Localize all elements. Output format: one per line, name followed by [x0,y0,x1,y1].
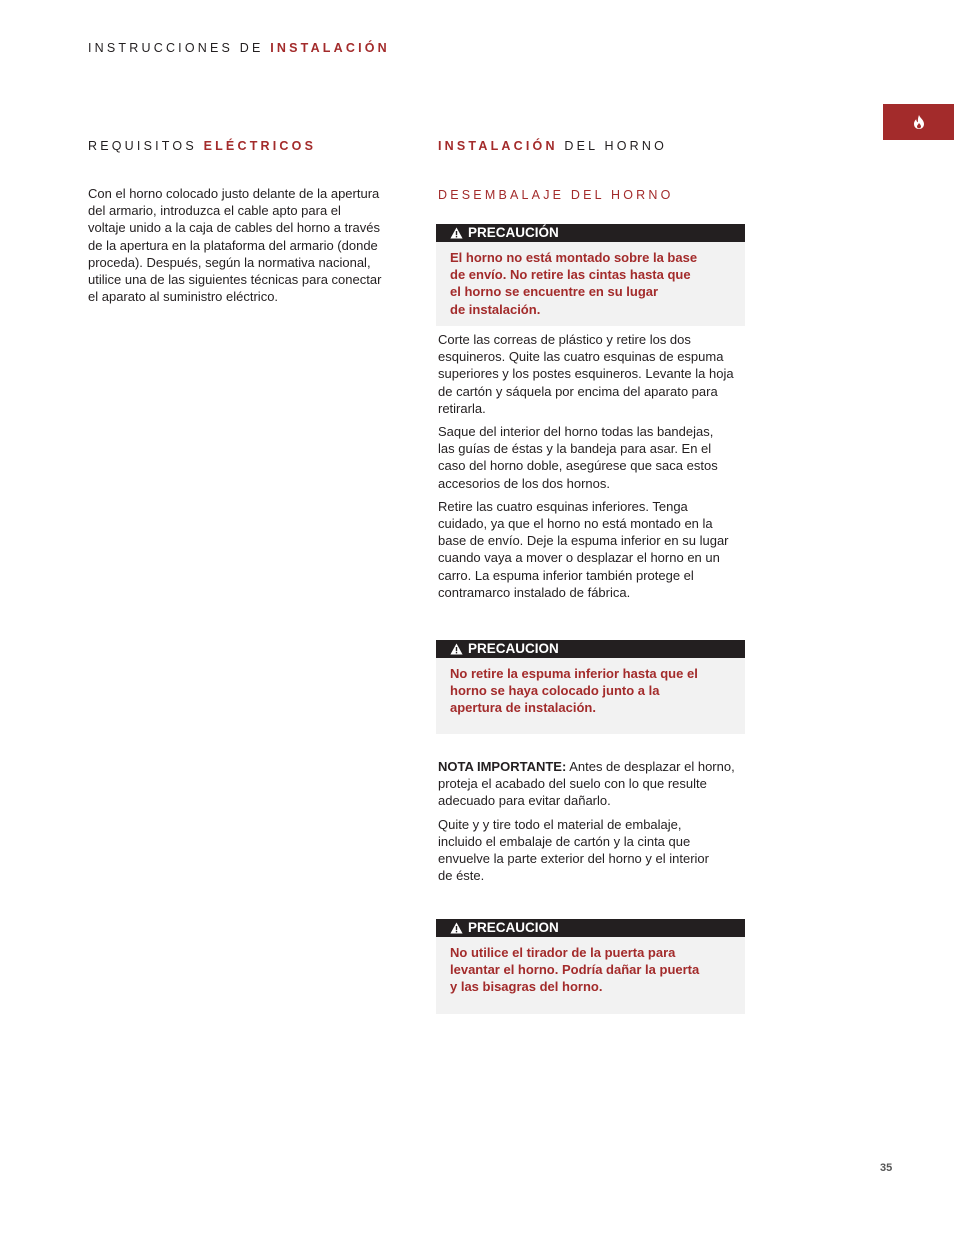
caution-line: y las bisagras del horno. [450,979,603,995]
caution-box-1 [436,224,745,326]
text-line: incluido el embalaje de cartón y la cinta que [438,833,691,849]
caution-title: PRECAUCIÓN [468,225,559,240]
text-line: Corte las correas de plástico y retire los dos [438,332,691,347]
unpacking-instructions [438,331,768,607]
text-line: del armario, introduzca el cable apto para el [88,203,341,219]
caution-message [436,242,745,318]
warning-icon [450,922,463,934]
heading-emphasis: INSTALACIÓN [438,139,558,153]
text-line: de cartón y sáquela por encima del aparato para [438,383,718,399]
caution-line: horno se haya colocado junto a la [450,683,660,699]
text-line: voltaje unido a la caja de cables del horno a través [88,220,380,236]
warning-icon [450,643,463,655]
caution-message [436,658,745,717]
warning-icon [450,227,463,239]
paragraph [438,498,768,601]
oven-installation-heading [438,139,667,153]
electrical-requirements-heading [88,139,316,153]
text-line: esquineros. Quite las cuatro esquinas de espuma [438,349,724,365]
caution-line: levantar el horno. Podría dañar la puerta [450,962,700,978]
text-line: retirarla. [438,400,486,416]
text-line: cuando vaya a mover o desplazar el horno en un [438,550,720,566]
caution-line: No retire la espuma inferior hasta que el [450,666,698,681]
paragraph [438,816,768,885]
caution-box-2 [436,640,745,734]
text-line: carro. La espuma inferior también protege el [438,567,694,583]
text-line: Retire las cuatro esquinas inferiores. Tenga [438,498,688,514]
caution-box-3 [436,919,745,1014]
caution-line: el horno se encuentre en su lugar [450,284,659,300]
heading-suffix: DEL HORNO [564,139,668,153]
text-line: las guías de éstas y la bandeja para asar. En el [438,441,712,457]
text-line: proceda). Después, según la normativa nacional, [88,254,371,270]
caution-line: El horno no está montado sobre la base [450,250,698,265]
caution-line: No utilice el tirador de la puerta para [450,945,676,960]
note-text: Antes de desplazar el horno, [566,759,735,774]
caution-title: PRECAUCION [468,920,559,935]
caution-bar [436,224,745,242]
electrical-requirements-text [88,185,418,305]
text-line: adecuado para evitar dañarlo. [438,793,611,809]
text-line: Quite y y tire todo el material de embalaje, [438,816,682,832]
caution-line: apertura de instalación. [450,700,596,716]
text-line: envuelve la parte exterior del horno y el interior [438,851,709,867]
important-note [438,758,768,810]
important-note-section [438,758,768,890]
paragraph [438,331,768,417]
note-label: NOTA IMPORTANTE: [438,759,567,774]
text-line: de éste. [438,868,485,884]
text-line: cuidado, ya que el horno no está montado en la [438,516,713,532]
caution-bar [436,919,745,937]
page-number: 35 [880,1162,893,1174]
paragraph [438,423,768,492]
text-line: Con el horno colocado justo delante de la apertura [88,186,380,201]
caution-title: PRECAUCION [468,641,559,656]
caution-line: de envío. No retire las cintas hasta que [450,267,691,283]
running-header [88,41,390,55]
text-line: Saque del interior del horno todas las bandejas, [438,424,714,440]
caution-bar [436,640,745,658]
caution-message [436,937,745,996]
note-first-line [438,758,768,775]
section-tab [883,104,954,140]
header-prefix: INSTRUCCIONES DE [88,41,264,55]
text-line: contramarco instalado de fábrica. [438,584,631,600]
caution-line: de instalación. [450,301,541,317]
text-line: caso del horno doble, asegúrese que saca estos [438,458,718,474]
heading-emphasis: ELÉCTRICOS [203,139,317,153]
flame-icon [913,115,925,129]
text-line: de la apertura en la plataforma del armario (donde [88,237,378,253]
text-line: utilice una de las siguientes técnicas para conectar [88,272,382,288]
header-emphasis: INSTALACIÓN [270,41,390,55]
unpacking-subheading: DESEMBALAJE DEL HORNO [438,188,674,202]
text-line: el aparato al suministro eléctrico. [88,289,279,305]
text-line: accesorios de los dos hornos. [438,475,610,491]
text-line: proteja el acabado del suelo con lo que resulte [438,776,707,792]
heading-prefix: REQUISITOS [88,139,197,153]
text-line: superiores y los postes esquineros. Levante la hoja [438,366,734,382]
text-line: base de envío. Deje la espuma inferior en su lugar [438,533,729,549]
